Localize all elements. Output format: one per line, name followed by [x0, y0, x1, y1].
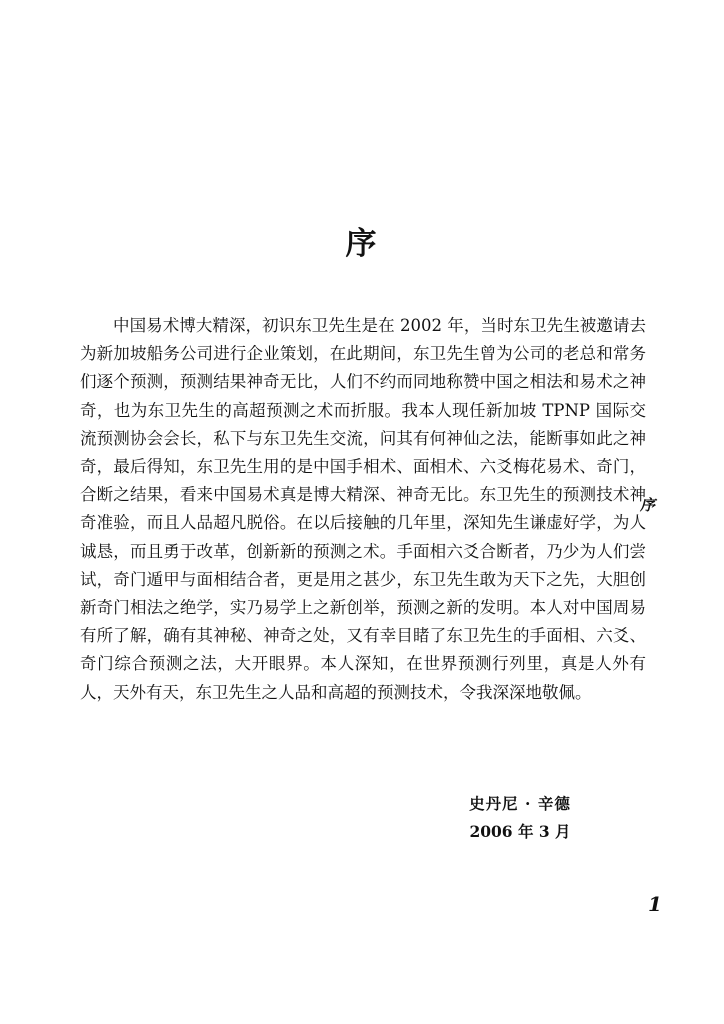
signature-name: 史丹尼 · 辛德	[469, 794, 571, 813]
page-number: 1	[648, 892, 662, 916]
signature-date: 2006 年 3 月	[469, 822, 571, 841]
preface-body-text: 中国易术博大精深，初识东卫先生是在 2002 年，当时东卫先生被邀请去为新加坡船务公司进行企业策划，在此期间，东卫先生曾为公司的老总和常务们逐个预测，预测结果神奇无比，人们不约而同地称赞中国之相法和易术之神奇，也为东卫先生的高超预测之术而折服。我本人现任新加坡 TPNP 国际交流预测协会会长，私下与东卫先生交流，问其有何神仙之法，能断事如此之神奇，最后得知，东卫先生用的是中国手相术、面相术、六爻梅花易术、奇门，合断之结果，看来中国易术真是博大精深、神奇无比。东卫先生的预测技术神奇准验，而且人品超凡脱俗。在以后接触的几年里，深知先生谦虚好学，为人诚恳，而且勇于改革，创新新的预测之术。手面相六爻合断者，乃少为人们尝试，奇门遁甲与面相结合者，更是用之甚少，东卫先生敢为天下之先，大胆创新奇门相法之绝学，实乃易学上之新创举，预测之新的发明。本人对中国周易有所了解，确有其神秘、神奇之处，又有幸目睹了东卫先生的手面相、六爻、奇门综合预测之法，大开眼界。本人深知，在世界预测行列里，真是人外有人，天外有天，东卫先生之人品和高超的预测技术，令我深深地敬佩。	[80, 316, 646, 702]
signature-block	[440, 790, 600, 846]
side-section-label: 序	[640, 496, 656, 514]
page-title: 序	[345, 226, 379, 262]
